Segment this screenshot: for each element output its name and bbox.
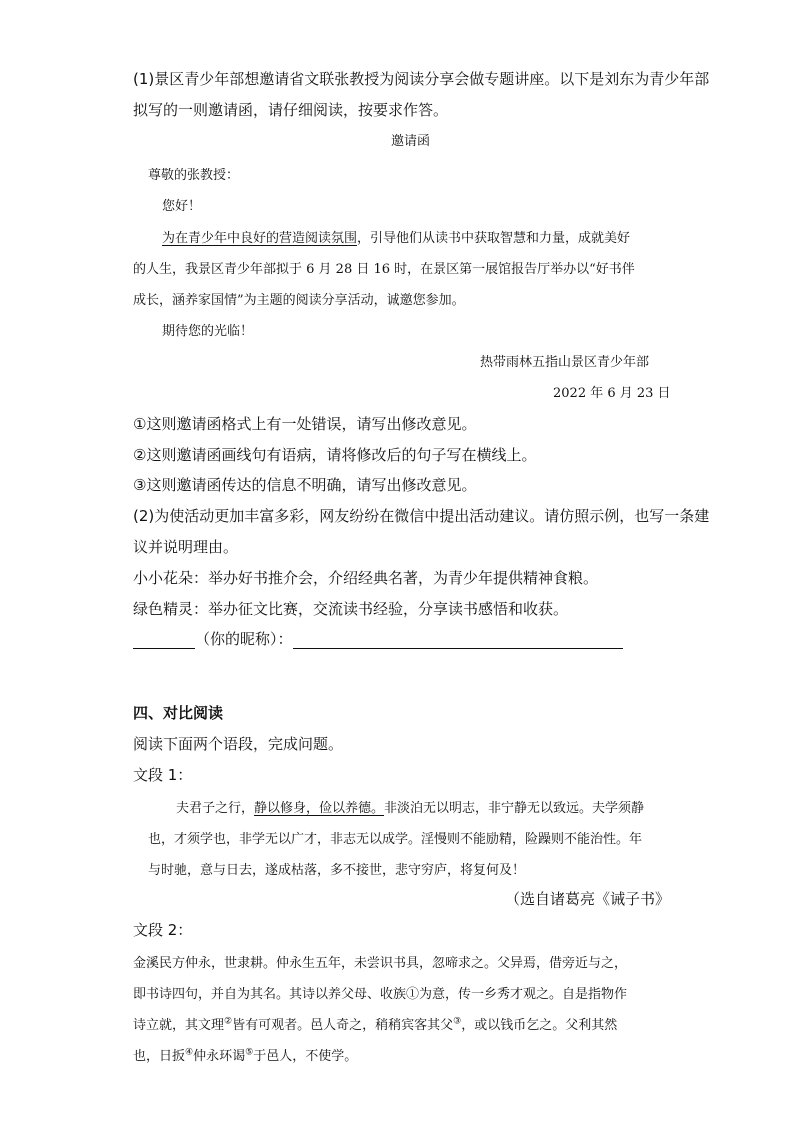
- section-instruction: 阅读下面两个语段，完成问题。: [133, 735, 344, 753]
- q2-line1: (2)为使活动更加丰富多彩，网友纷纷在微信中提出活动建议。请仿照示例，也写一条建: [133, 507, 710, 525]
- passage1-line3: 与时驰，意与日去，遂成枯落，多不接世，悲守穷庐，将复何及！: [148, 863, 526, 878]
- letter-signature: 热带雨林五指山景区青少年部: [480, 355, 650, 370]
- nickname-blank[interactable]: [133, 634, 195, 649]
- letter-body-line1: [162, 227, 630, 246]
- letter-underlined-sentence: 为在青少年中良好的营造阅读氛围: [162, 231, 358, 246]
- letter-closing: 期待您的光临！: [162, 324, 254, 339]
- letter-date: 2022 年 6 月 23 日: [553, 386, 671, 401]
- q2-example1: 小小花朵：举办好书推介会，介绍经典名著，为青少年提供精神食粮。: [133, 569, 599, 587]
- footnote-5: ⑤: [245, 1047, 254, 1058]
- q1-intro-line2: 拟写的一则邀请函，请仔细阅读，按要求作答。: [133, 101, 449, 119]
- letter-greeting: 您好！: [162, 199, 202, 214]
- passage1-label: 文段 1：: [133, 766, 193, 784]
- nickname-label: （你的昵称）：: [195, 630, 293, 648]
- passage1-line1: [176, 797, 644, 816]
- footnote-2: ②: [224, 1016, 233, 1027]
- passage2-line2: 即书诗四句，并自为其名。其诗以养父母、收族①为意，传一乡秀才观之。自是指物作: [133, 987, 628, 1002]
- q1-sub2: ②这则邀请函画线句有语病，请将修改后的句子写在横线上。: [133, 446, 537, 464]
- q2-example2: 绿色精灵：举办征文比赛，交流读书经验，分享读书感悟和收获。: [133, 600, 569, 618]
- passage1-line1-start: 夫君子之行，: [176, 801, 255, 816]
- q1-sub3: ③这则邀请函传达的信息不明确，请写出修改意见。: [133, 476, 477, 494]
- q1-sub1: ①这则邀请函格式上有一处错误，请写出修改意见。: [133, 415, 477, 433]
- letter-title: 邀请函: [391, 134, 431, 149]
- passage2-line1: 金溪民方仲永，世隶耕。仲永生五年，未尝识书具，忽啼求之。父异焉，借旁近与之，: [133, 956, 628, 971]
- footnote-3: ③: [453, 1016, 462, 1027]
- footnote-4: ④: [185, 1047, 194, 1058]
- q2-line2: 议并说明理由。: [133, 538, 239, 556]
- passage1-line2: 也，才须学也，非学无以广才，非志无以成学。淫慢则不能励精，险躁则不能治性。年: [148, 832, 643, 847]
- passage2-line4: 也，日扳④仲永环谒⑤于邑人，不使学。: [133, 1047, 358, 1064]
- passage2-label: 文段 2：: [133, 921, 193, 939]
- suggestion-blank[interactable]: [293, 634, 623, 649]
- letter-body-line1-rest: ，引导他们从读书中获取智慧和力量，成就美好: [357, 231, 631, 246]
- passage2-line3: 诗立就，其文理②皆有可观者。邑人奇之，稍稍宾客其父③，或以钱币乞之。父利其然: [133, 1016, 618, 1033]
- letter-body-line3: 成长，涵养家国情”为主题的阅读分享活动，诚邀您参加。: [133, 293, 465, 308]
- passage1-source: （选自诸葛亮《诫子书》: [505, 890, 671, 908]
- passage1-line1-rest: 非淡泊无以明志，非宁静无以致远。夫学须静: [384, 801, 645, 816]
- letter-salutation: 尊敬的张教授：: [148, 168, 240, 183]
- passage1-underlined: 静以修身，俭以养德。: [254, 801, 385, 816]
- q1-intro-line1: (1)景区青少年部想邀请省文联张教授为阅读分享会做专题讲座。以下是刘东为青少年部: [133, 70, 710, 88]
- q2-answer-line: [133, 628, 623, 649]
- letter-body-line2: 的人生，我景区青少年部拟于 6 月 28 日 16 时，在景区第一展馆报告厅举办以“好书伴: [133, 262, 635, 277]
- section-heading: 四、对比阅读: [133, 704, 224, 722]
